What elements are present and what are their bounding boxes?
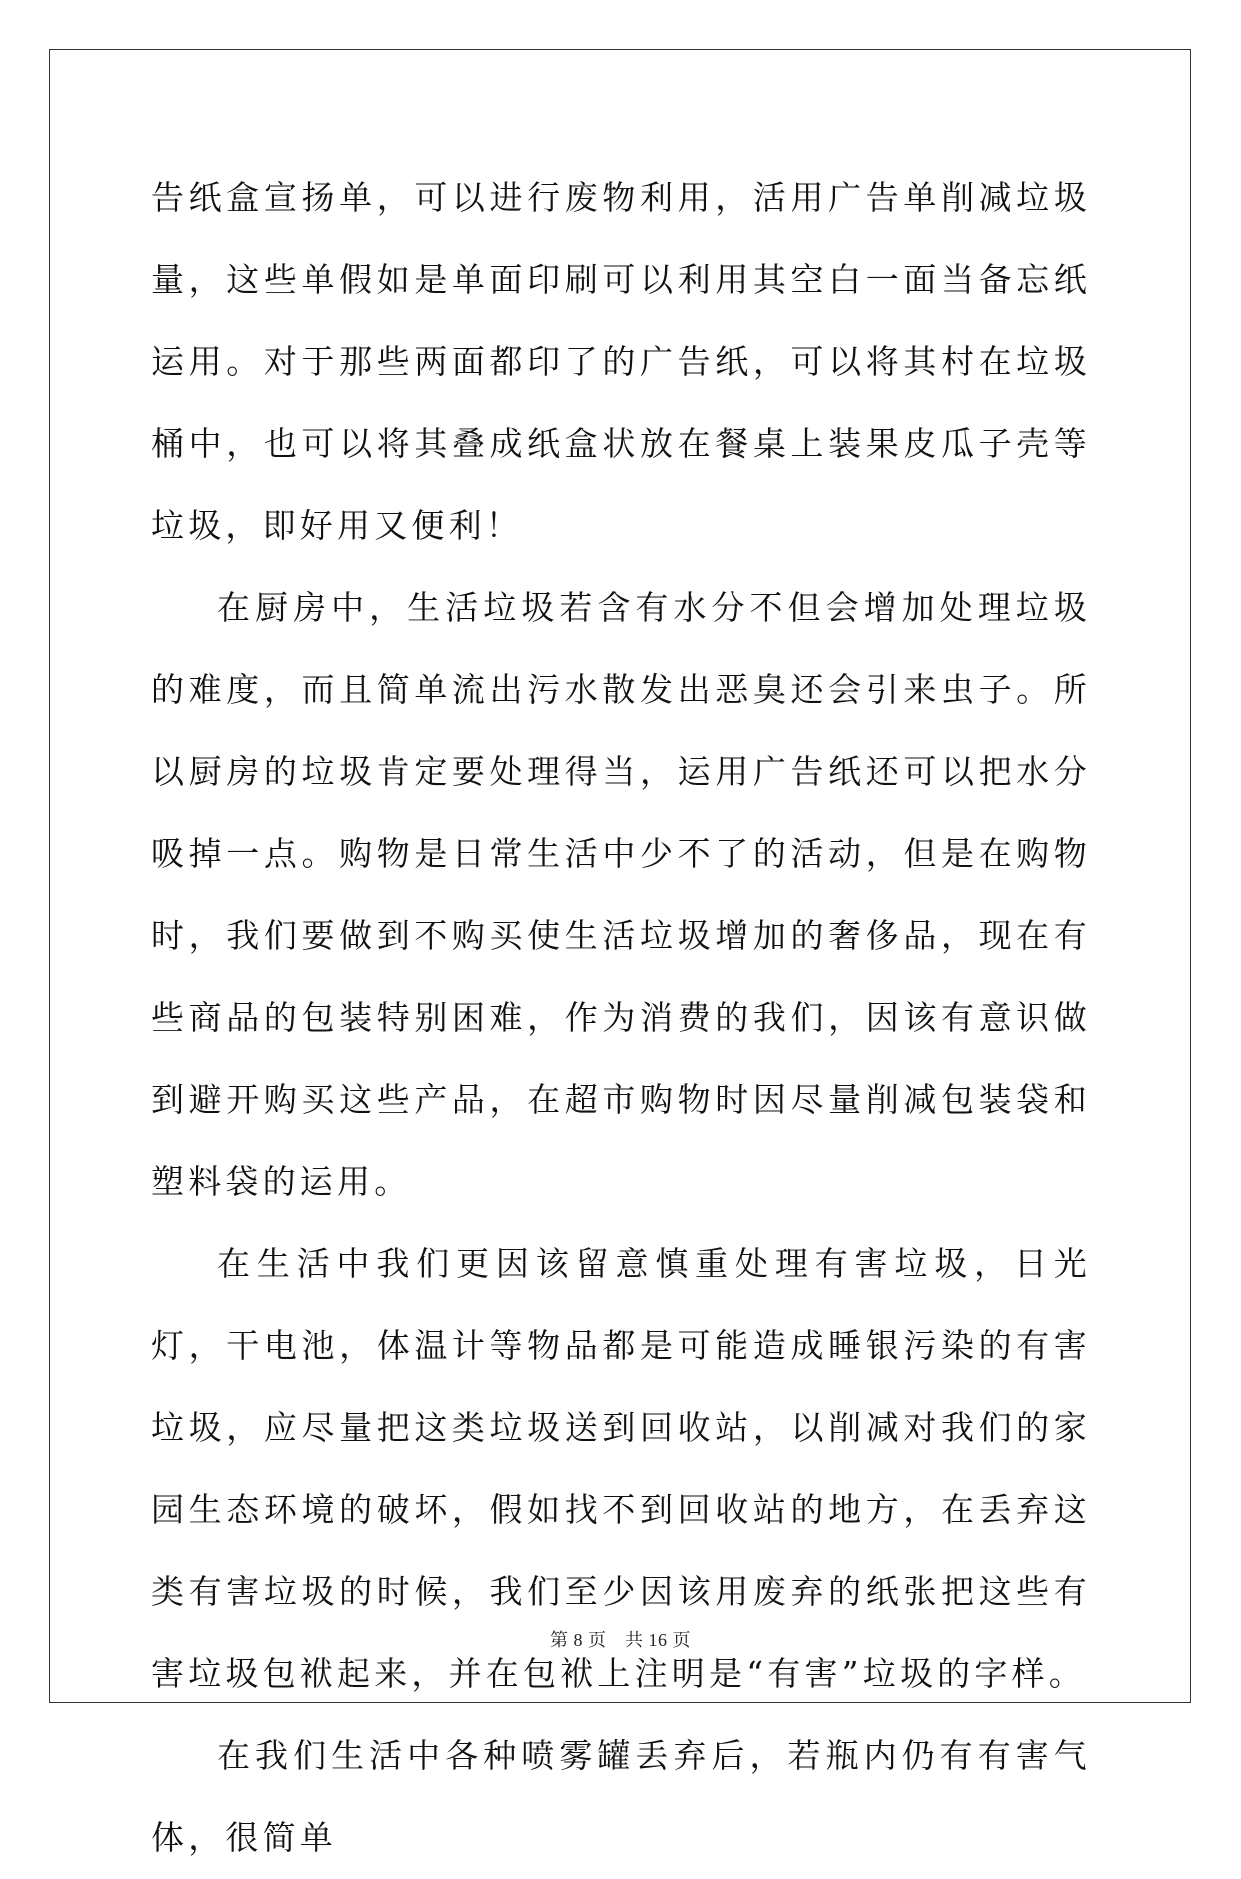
page-number-footer: 第 8 页 共 16 页: [550, 1630, 691, 1650]
document-body: [151, 157, 1091, 1879]
paragraph-continuation: 告纸盒宣扬单，可以进行废物利用，活用广告单削减垃圾量，这些单假如是单面印刷可以利用其空白一面当备忘纸运用。对于那些两面都印了的广告纸，可以将其村在垃圾桶中，也可以将其叠成纸盒状放在餐桌上装果皮瓜子壳等垃圾，即好用又便利！: [151, 178, 1091, 545]
paragraph-kitchen: 在厨房中，生活垃圾若含有水分不但会增加处理垃圾的难度，而且简单流出污水散发出恶臭还会引来虫子。所以厨房的垃圾肯定要处理得当，运用广告纸还可以把水分吸掉一点。购物是日常生活中少不了的活动，但是在购物时，我们要做到不购买使生活垃圾增加的奢侈品，现在有些商品的包装特别困难，作为消费的我们，因该有意识做到避开购买这些产品，在超市购物时因尽量削减包装袋和塑料袋的运用。: [151, 588, 1091, 1201]
paragraph-spray-cans: 在我们生活中各种喷雾罐丢弃后，若瓶内仍有有害气体，很简单: [151, 1736, 1091, 1857]
paragraph-hazardous-waste: 在生活中我们更因该留意慎重处理有害垃圾，日光灯，干电池，体温计等物品都是可能造成睡银污染的有害垃圾，应尽量把这类垃圾送到回收站，以削减对我们的家园生态环境的破坏，假如找不到回收站的地方，在丢弃这类有害垃圾的时候，我们至少因该用废弃的纸张把这些有害垃圾包袱起来，并在包袱上注明是“有害”垃圾的字样。: [151, 1244, 1091, 1693]
